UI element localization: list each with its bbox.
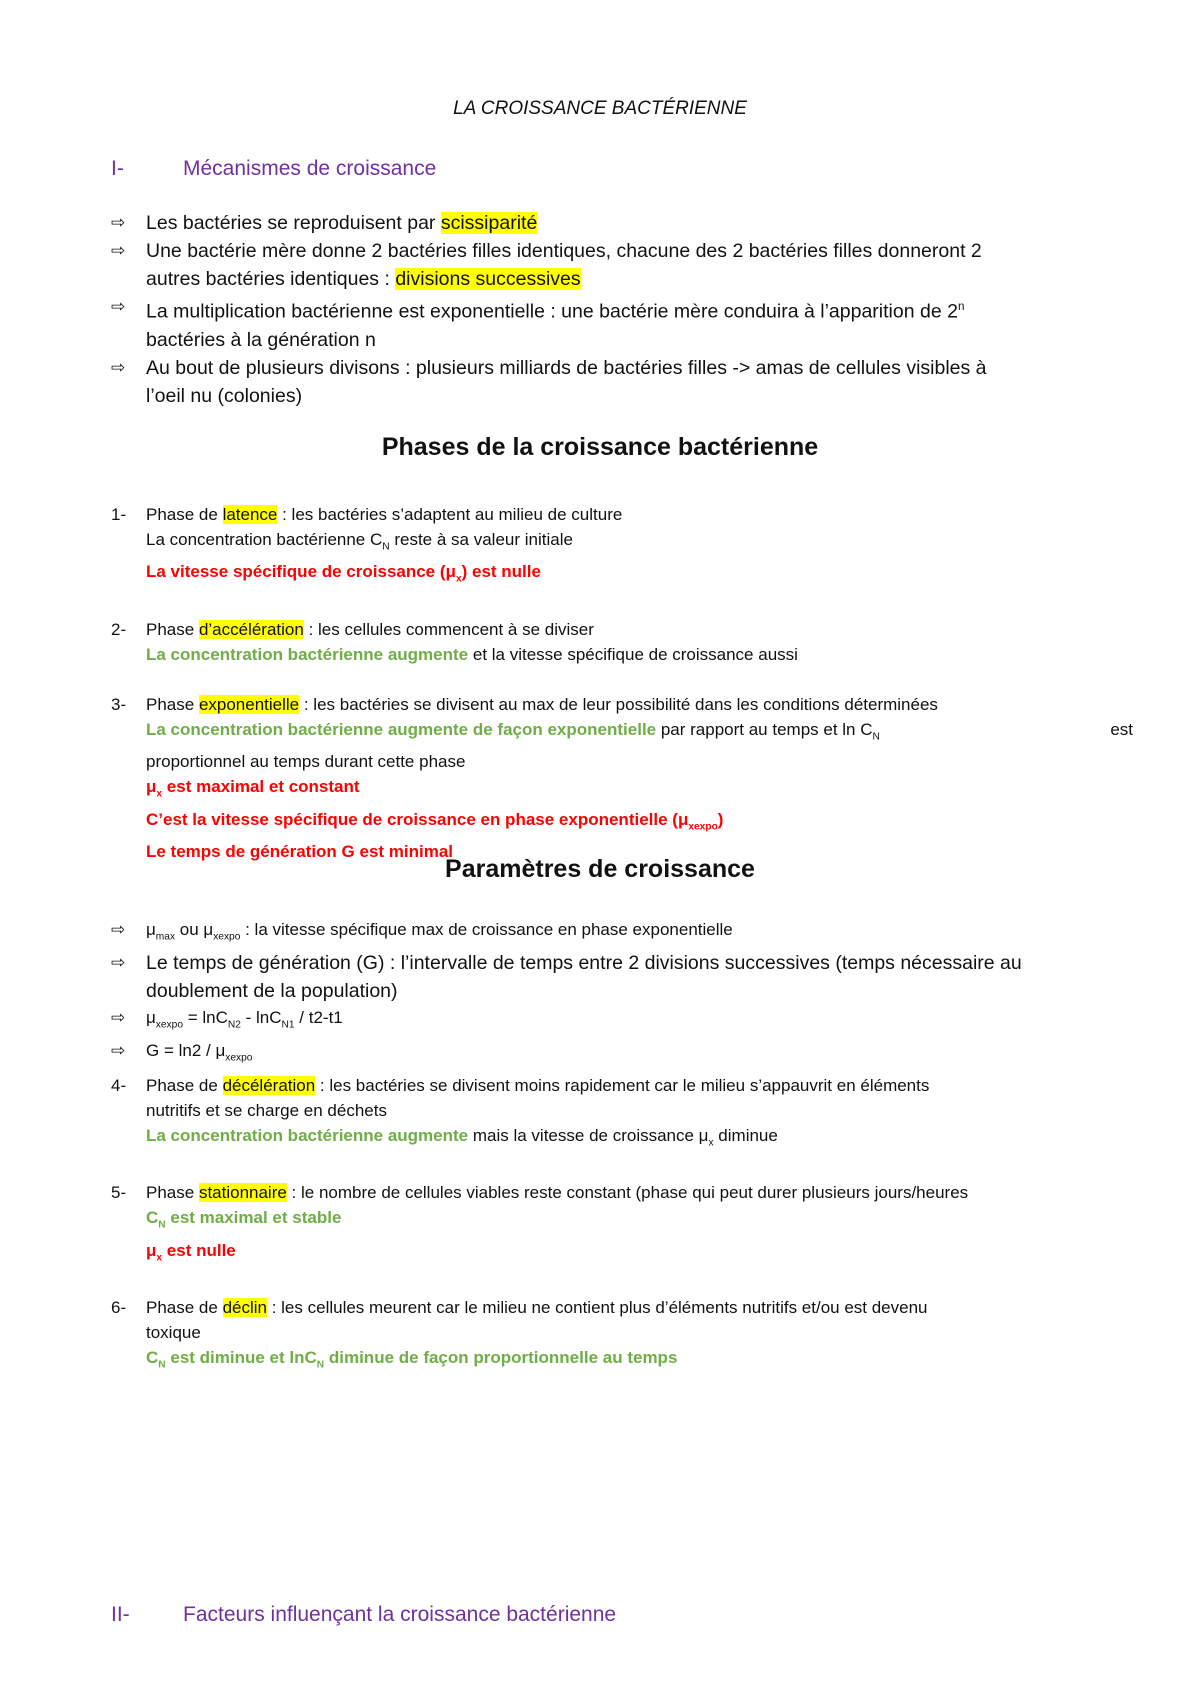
arrow-icon: ⇨	[111, 297, 126, 316]
phases-list-b	[111, 1073, 1133, 1378]
list-item: ⇨ La multiplication bactérienne est exponentielle : une bactérie mère conduira à l’apparition de 2$^n$ bactéries à la génération n	[111, 293, 1133, 354]
list-item: ⇨ Au bout de plusieurs divisons : plusieurs milliards de bactéries filles -> amas de cellules visibles à l’oeil nu (colonies)	[111, 354, 1133, 410]
list-item: ⇨ $G = \ln 2 / \mu_{xexpo}$	[111, 1038, 1133, 1070]
section-heading-2: II- Facteurs influençant la croissance bactérienne	[111, 1603, 617, 1626]
arrow-icon: ⇨	[111, 241, 126, 260]
list-item: ⇨ $\mu_{max}$ ou $\mu_{xexpo}$ : la vitesse spécifique max de croissance en phase exponentielle	[111, 917, 1133, 949]
arrow-icon: ⇨	[111, 1040, 126, 1060]
arrow-icon: ⇨	[111, 953, 126, 973]
arrow-icon: ⇨	[111, 1008, 126, 1028]
list-item: ⇨ Une bactérie mère donne 2 bactéries filles identiques, chacune des 2 bactéries filles donneront 2 autres bactéries identiques : divisions successives	[111, 237, 1133, 293]
mechanisms-list	[111, 209, 1133, 410]
arrow-icon: ⇨	[111, 213, 126, 232]
parameters-list	[111, 917, 1133, 1070]
phase-3: 3- Phase exponentielle : les bactéries se divisent au max de leur possibilité dans les conditions déterminées La concentration bactérienne augmente de façon exponentielle par rapport au temps et $\ln C_N$ est proportionnel au temps durant cette phase $\mu_x$ est maximal et constant C’est la vitesse spécifique de croissance en phase exponentielle $(\mu_{xexpo})$ Le temps de génération G est minimal	[111, 694, 1133, 861]
document-title: LA CROISSANCE BACTÉRIENNE	[453, 98, 747, 119]
heading-phases: Phases de la croissance bactérienne	[381, 433, 819, 461]
arrow-icon: ⇨	[111, 920, 126, 939]
list-item: ⇨ Les bactéries se reproduisent par scissiparité	[111, 209, 1133, 237]
phase-4: 4- Phase de décélération : les bactéries se divisent moins rapidement car le milieu s’appauvrit en éléments nutritifs et se charge en déchets La concentration bactérienne augmente mais la vitesse de croissance $\mu_x$ diminue	[111, 1076, 930, 1149]
phase-1: 1- Phase de latence : les bactéries s’adaptent au milieu de culture La concentration bactérienne $C_N$ reste à sa valeur initiale La vitesse spécifique de croissance $(\mu_x)$ est nulle	[111, 505, 623, 585]
list-item: ⇨ $\mu_{xexpo} = \ln C_{N2} - \ln C_{N1} / t2-t1$	[111, 1005, 1133, 1037]
phase-2: 2- Phase d’accélération : les cellules commencent à se diviser La concentration bactérienne augmente et la vitesse spécifique de croissance aussi	[111, 619, 798, 664]
phase-6: 6- Phase de déclin : les cellules meurent car le milieu ne contient plus d’éléments nutritifs et/ou est devenu toxique $C_N$ est diminue et lnC$_N$ diminue de façon proportionnelle au temps	[111, 1298, 928, 1371]
heading-parameters: Paramètres de croissance	[445, 855, 755, 883]
phase-5: 5- Phase stationnaire : le nombre de cellules viables reste constant (phase qui peut durer plusieurs jours/heures $C_N$ est maximal et stable $\mu_x$ est nulle	[111, 1183, 969, 1264]
section-heading-1: I- Mécanismes de croissance	[111, 157, 437, 180]
list-item: ⇨ Le temps de génération (G) : l’intervalle de temps entre 2 divisions successives (temps nécessaire au doublement de la population)	[111, 949, 1133, 1005]
phases-list-a	[111, 502, 1133, 864]
arrow-icon: ⇨	[111, 357, 126, 377]
